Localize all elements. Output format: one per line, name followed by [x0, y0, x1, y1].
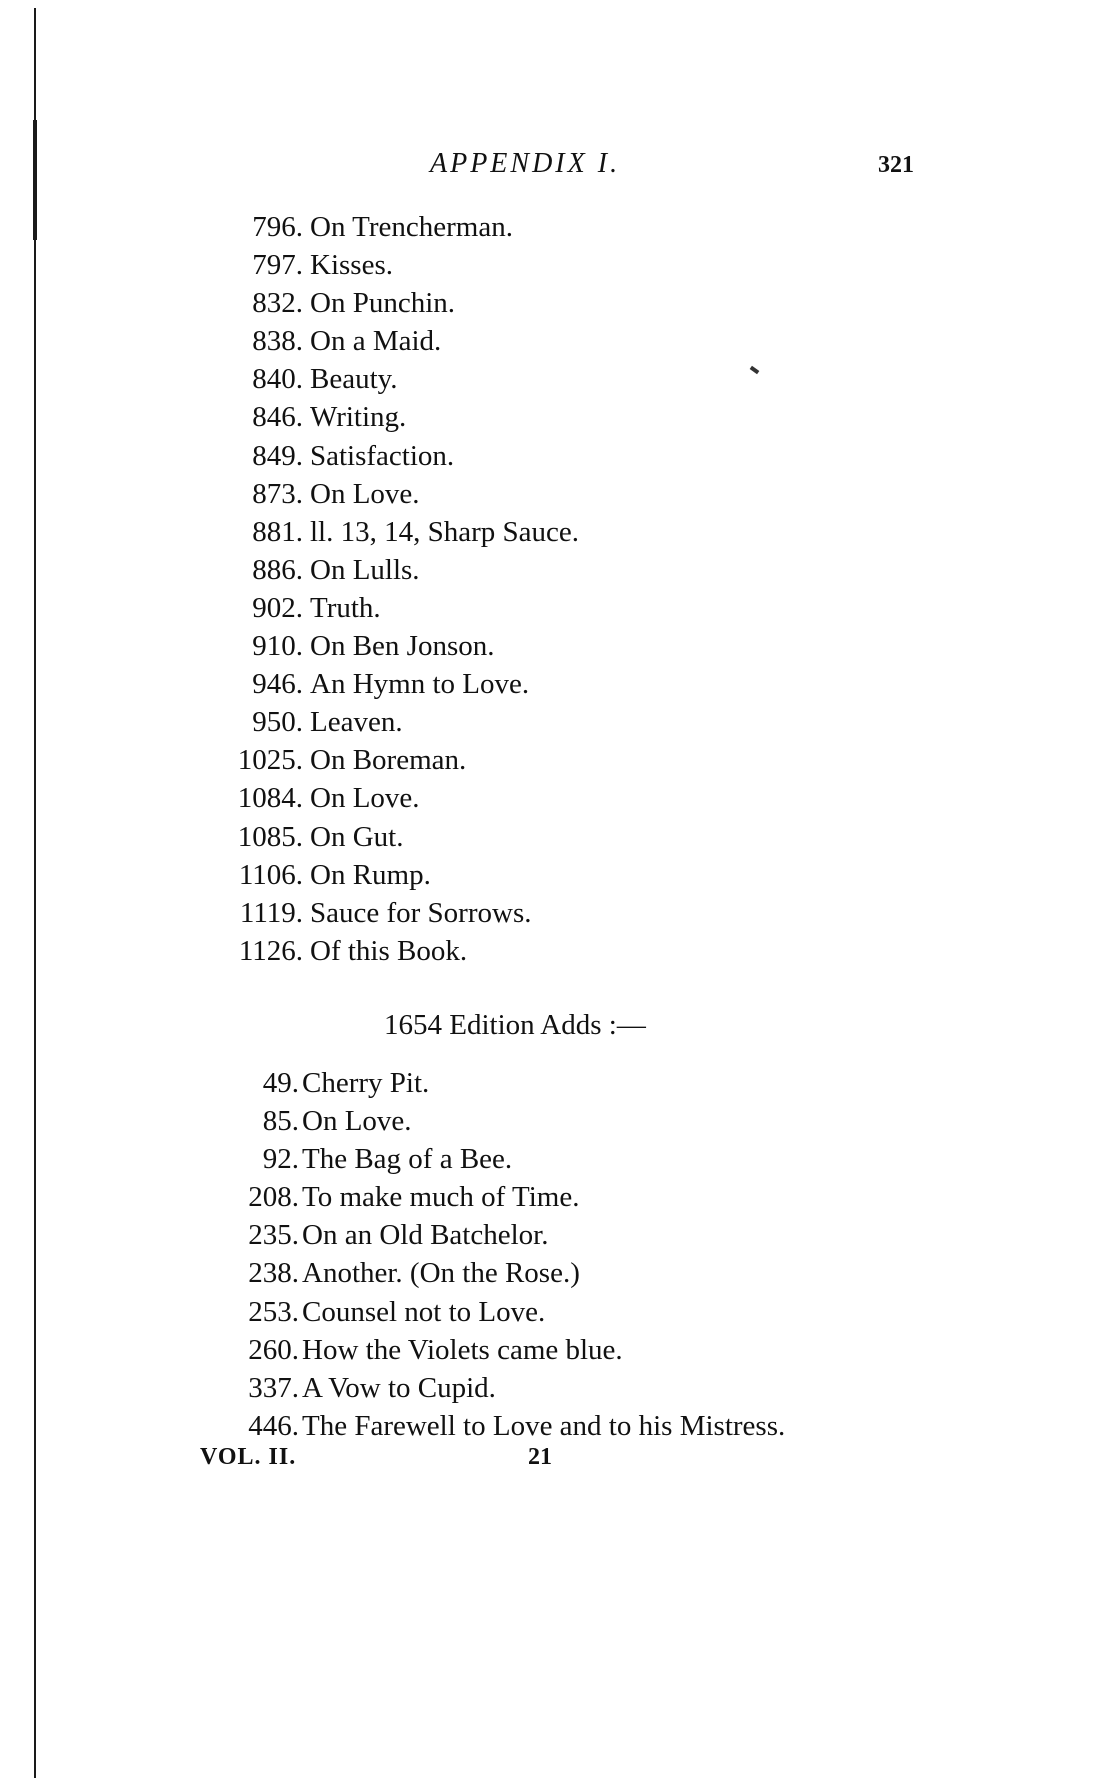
entry-title: On Trencherman. — [310, 211, 513, 243]
index-entry — [0, 1064, 1094, 1102]
index-entry — [0, 1140, 1094, 1178]
entry-number: 1084. — [237, 782, 303, 815]
entry-title: On Ben Jonson. — [310, 630, 495, 663]
entry-title: Satisfaction. — [310, 439, 455, 472]
entry-number: 886. — [252, 553, 303, 586]
entry-number: 950. — [252, 706, 303, 739]
entry-number: 797. — [252, 249, 303, 282]
entry-title: On Lulls. — [310, 553, 420, 586]
entry-title: Another. (On the Rose.) — [302, 1257, 580, 1290]
index-entry — [0, 1407, 1094, 1445]
entry-number: 840. — [252, 363, 303, 396]
index-entry — [0, 894, 1094, 932]
entry-title: Kisses. — [310, 249, 393, 282]
volume-label: VOL. II. — [200, 1444, 297, 1470]
entry-title: Counsel not to Love. — [302, 1295, 546, 1328]
poem-index-list — [0, 208, 1094, 970]
index-entry — [0, 856, 1094, 894]
entry-number: 1025. — [237, 744, 303, 777]
entry-number: 1126. — [238, 934, 303, 967]
entry-title: On Love. — [310, 477, 420, 510]
entry-title: On Punchin. — [310, 287, 455, 320]
index-entry — [0, 703, 1094, 741]
index-entry — [0, 284, 1094, 322]
index-entry — [0, 360, 1094, 398]
index-entry — [0, 1178, 1094, 1216]
index-entry — [0, 208, 1094, 246]
index-entry — [0, 322, 1094, 360]
entry-number: 1119. — [239, 896, 303, 929]
index-entry — [0, 665, 1094, 703]
index-entry — [0, 1293, 1094, 1331]
entry-number: 946. — [252, 668, 303, 701]
entry-number: 337. — [248, 1371, 299, 1404]
page-number: 321 — [878, 152, 914, 178]
index-entry — [0, 551, 1094, 589]
entry-number: 832. — [252, 287, 303, 320]
running-head: APPENDIX I. — [430, 148, 621, 179]
entry-number: 238. — [248, 1257, 299, 1290]
index-entry — [0, 818, 1094, 856]
entry-number: 446. — [248, 1409, 299, 1442]
index-entry — [0, 398, 1094, 436]
index-entry — [0, 1331, 1094, 1369]
entry-title: On Gut. — [310, 820, 404, 853]
entry-number: 253. — [248, 1295, 299, 1328]
entry-number: 260. — [248, 1333, 299, 1366]
index-entry — [0, 1369, 1094, 1407]
section-heading: 1654 Edition Adds :— — [384, 1009, 646, 1041]
entry-number: 796. — [252, 211, 303, 243]
entry-number: 1106. — [238, 858, 303, 891]
entry-number: 902. — [252, 591, 303, 624]
index-entry — [0, 513, 1094, 551]
entry-title: Truth. — [310, 591, 381, 624]
entry-title: Cherry Pit. — [302, 1067, 430, 1099]
entry-title: On a Maid. — [310, 325, 442, 358]
entry-number: 85. — [262, 1105, 299, 1138]
entry-title: How the Violets came blue. — [302, 1333, 623, 1366]
index-entry — [0, 1102, 1094, 1140]
index-entry — [0, 475, 1094, 513]
entry-number: 92. — [262, 1143, 299, 1176]
entry-title: On an Old Batchelor. — [302, 1219, 549, 1252]
entry-title: The Farewell to Love and to his Mistress. — [302, 1409, 786, 1442]
entry-number: 849. — [252, 439, 303, 472]
index-entry — [0, 932, 1094, 970]
entry-number: 910. — [252, 630, 303, 663]
entry-title: On Rump. — [310, 858, 431, 891]
entry-title: The Bag of a Bee. — [302, 1143, 513, 1176]
entry-number: 873. — [252, 477, 303, 510]
index-entry — [0, 437, 1094, 475]
entry-title: Writing. — [310, 401, 407, 434]
entry-title: An Hymn to Love. — [310, 668, 530, 701]
edition-additions-list — [0, 1064, 1094, 1445]
entry-title: ll. 13, 14, Sharp Sauce. — [310, 515, 580, 548]
signature-mark: 21 — [528, 1444, 552, 1470]
index-entry — [0, 779, 1094, 817]
index-entry — [0, 589, 1094, 627]
entry-title: A Vow to Cupid. — [302, 1371, 496, 1404]
entry-number: 838. — [252, 325, 303, 358]
entry-number: 49. — [262, 1067, 299, 1099]
entry-title: Beauty. — [310, 363, 398, 396]
index-entry — [0, 627, 1094, 665]
entry-title: Of this Book. — [310, 934, 468, 967]
entry-number: 235. — [248, 1219, 299, 1252]
entry-number: 208. — [248, 1181, 299, 1214]
entry-title: Sauce for Sorrows. — [310, 896, 532, 929]
entry-number: 846. — [252, 401, 303, 434]
index-entry — [0, 741, 1094, 779]
entry-title: On Love. — [302, 1105, 412, 1138]
entry-number: 1085. — [237, 820, 303, 853]
entry-title: On Boreman. — [310, 744, 467, 777]
entry-title: Leaven. — [310, 706, 403, 739]
entry-number: 881. — [252, 515, 303, 548]
index-entry — [0, 1216, 1094, 1254]
index-entry — [0, 246, 1094, 284]
entry-title: To make much of Time. — [302, 1181, 580, 1214]
entry-title: On Love. — [310, 782, 420, 815]
index-entry — [0, 1254, 1094, 1292]
